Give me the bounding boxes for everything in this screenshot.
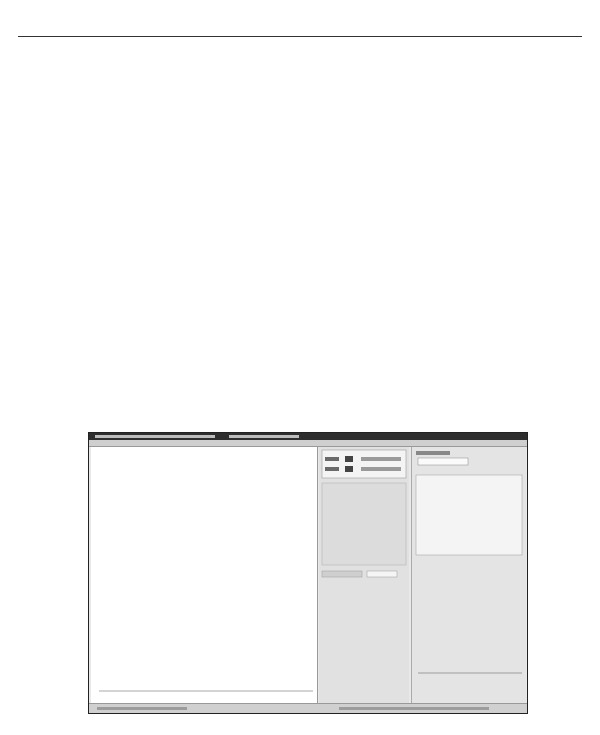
recorder-menu-bar (89, 440, 527, 447)
status-bar (89, 703, 527, 713)
status-text-placeholder (339, 707, 489, 710)
section-heading (60, 320, 74, 335)
channel-dropdown (418, 458, 468, 465)
readout-value-placeholder (361, 467, 401, 471)
title-bar-text-placeholder (229, 435, 299, 438)
figure-caption (0, 717, 600, 727)
waveform-area (91, 447, 318, 703)
status-text-placeholder (97, 707, 187, 710)
measurement-panel (319, 447, 409, 703)
recorder-title-bar (89, 433, 527, 440)
readout-label-placeholder (325, 467, 339, 471)
blank-region (322, 483, 406, 565)
polar-dropdown (367, 571, 397, 577)
figure-screenshot (88, 432, 528, 714)
polar-selector (322, 571, 362, 577)
harmonic-panel (411, 447, 526, 703)
readout-label-placeholder (325, 457, 339, 461)
channel-swatch (345, 456, 353, 462)
channel-swatch (345, 466, 353, 472)
harmonic-svg (412, 447, 526, 703)
measurement-svg (319, 447, 409, 703)
title-bar-text-placeholder (95, 435, 215, 438)
readout-table (322, 450, 406, 478)
panel-label-placeholder (416, 451, 450, 455)
harmonic-table (416, 475, 522, 555)
subsection-heading (60, 345, 84, 356)
waveform-svg (91, 447, 317, 703)
running-header (18, 14, 582, 37)
readout-value-placeholder (361, 457, 401, 461)
